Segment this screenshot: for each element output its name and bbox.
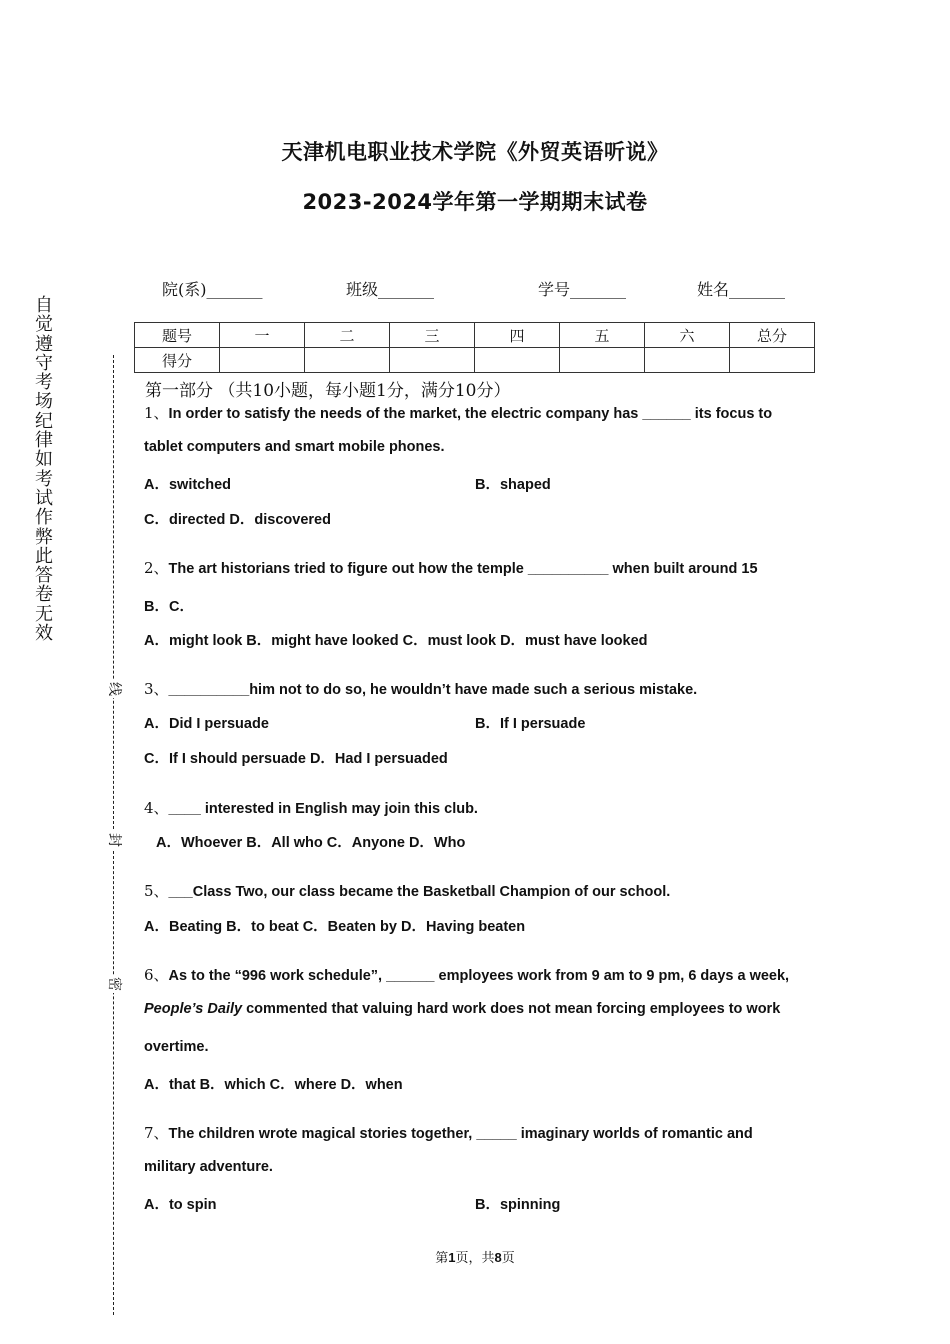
page-number: 1: [448, 1250, 456, 1265]
question-5-options: A．Beating B．to beat C．Beaten by D．Having beaten: [144, 919, 526, 935]
score-table-header: 六: [645, 323, 730, 348]
newspaper-name: People’s Daily: [144, 1001, 243, 1017]
question-text: ___Class Two, our class became the Basketball Champion of our school.: [168, 884, 671, 900]
score-table-header: 五: [560, 323, 645, 348]
options-c-d: C．directed D．discovered: [144, 512, 331, 528]
student-id-field: 学号_______: [538, 280, 627, 299]
score-table-header: 四: [475, 323, 560, 348]
question-2-line2: B．C．: [144, 599, 194, 615]
class-field: 班级_______: [346, 280, 435, 299]
score-cell: [645, 348, 730, 373]
score-table-header: 三: [390, 323, 475, 348]
question-6-line2: [144, 1001, 780, 1017]
score-table-header: 一: [220, 323, 305, 348]
question-1-line2: tablet computers and smart mobile phones.: [144, 439, 445, 455]
score-table-header-row: [135, 323, 815, 348]
question-number: 4、: [144, 799, 169, 817]
section-title: 第一部分 （共10小题，每小题1分，满分10分）: [145, 381, 511, 401]
question-text: The art historians tried to figure out how the temple __________ when built around 15: [168, 561, 758, 577]
score-cell: [560, 348, 645, 373]
question-6: [144, 964, 789, 985]
page-footer: [0, 1247, 950, 1266]
option-b: B．shaped: [475, 477, 551, 493]
footer-prefix: 第: [435, 1251, 449, 1266]
options-c-d: C．If I should persuade D．Had I persuaded: [144, 751, 448, 767]
question-4-options: A．Whoever B．All who C．Anyone D．Who: [156, 835, 466, 851]
score-cell: [475, 348, 560, 373]
score-cell: [390, 348, 475, 373]
score-cell: [305, 348, 390, 373]
question-7: [144, 1122, 753, 1143]
score-table: [134, 322, 815, 373]
seal-label-seal: 封: [103, 831, 125, 849]
option-a: A．Did I persuade: [144, 716, 269, 732]
question-number: 7、: [144, 1124, 169, 1142]
score-cell: [220, 348, 305, 373]
seal-label-secret: 密: [103, 975, 125, 993]
question-number: 6、: [144, 966, 169, 984]
department-field: 院(系)_______: [162, 280, 263, 299]
question-number: 2、: [144, 559, 169, 577]
question-text: ____ interested in English may join this club.: [168, 801, 478, 817]
option-b: B．If I persuade: [475, 716, 586, 732]
question-text: commented that valuing hard work does not mean forcing employees to work: [242, 1001, 781, 1017]
question-2: [144, 557, 758, 578]
seal-label-line: 线: [103, 680, 125, 698]
side-warning: 自觉遵守考场纪律如考试作弊此答卷无效: [35, 295, 53, 645]
question-1: [144, 402, 772, 423]
exam-title-line2: 2023-2024学年第一学期期末试卷: [302, 190, 648, 214]
question-6-line3: overtime.: [144, 1039, 209, 1055]
exam-title-line1: 天津机电职业技术学院《外贸英语听说》: [281, 140, 669, 164]
score-row-label: 得分: [135, 348, 220, 373]
score-table-score-row: [135, 348, 815, 373]
score-table-header: 总分: [730, 323, 815, 348]
name-field: 姓名_______: [697, 280, 786, 299]
question-text: __________him not to do so, he wouldn’t have made such a serious mistake.: [168, 682, 698, 698]
score-table-header: 题号: [135, 323, 220, 348]
footer-middle: 页，共: [455, 1251, 495, 1266]
question-number: 5、: [144, 882, 169, 900]
page-total: 8: [494, 1250, 502, 1265]
question-text: The children wrote magical stories together, _____ imaginary worlds of romantic and: [168, 1126, 753, 1142]
question-4: [144, 797, 478, 818]
question-7-line2: military adventure.: [144, 1159, 273, 1175]
question-6-options: A．that B．which C．where D．when: [144, 1077, 403, 1093]
question-number: 3、: [144, 680, 169, 698]
question-5: [144, 880, 670, 901]
question-text: In order to satisfy the needs of the market, the electric company has ______ its focus to: [168, 406, 773, 422]
question-text: As to the “996 work schedule”, ______ employees work from 9 am to 9 pm, 6 days a week,: [168, 968, 790, 984]
option-b: B．spinning: [475, 1197, 561, 1213]
question-2-options: A．might look B．might have looked C．must look D．must have looked: [144, 633, 648, 649]
question-number: 1、: [144, 404, 169, 422]
option-a: A．switched: [144, 477, 232, 493]
question-3: [144, 678, 697, 699]
footer-suffix: 页: [501, 1251, 515, 1266]
option-a: A．to spin: [144, 1197, 217, 1213]
score-table-header: 二: [305, 323, 390, 348]
score-cell: [730, 348, 815, 373]
